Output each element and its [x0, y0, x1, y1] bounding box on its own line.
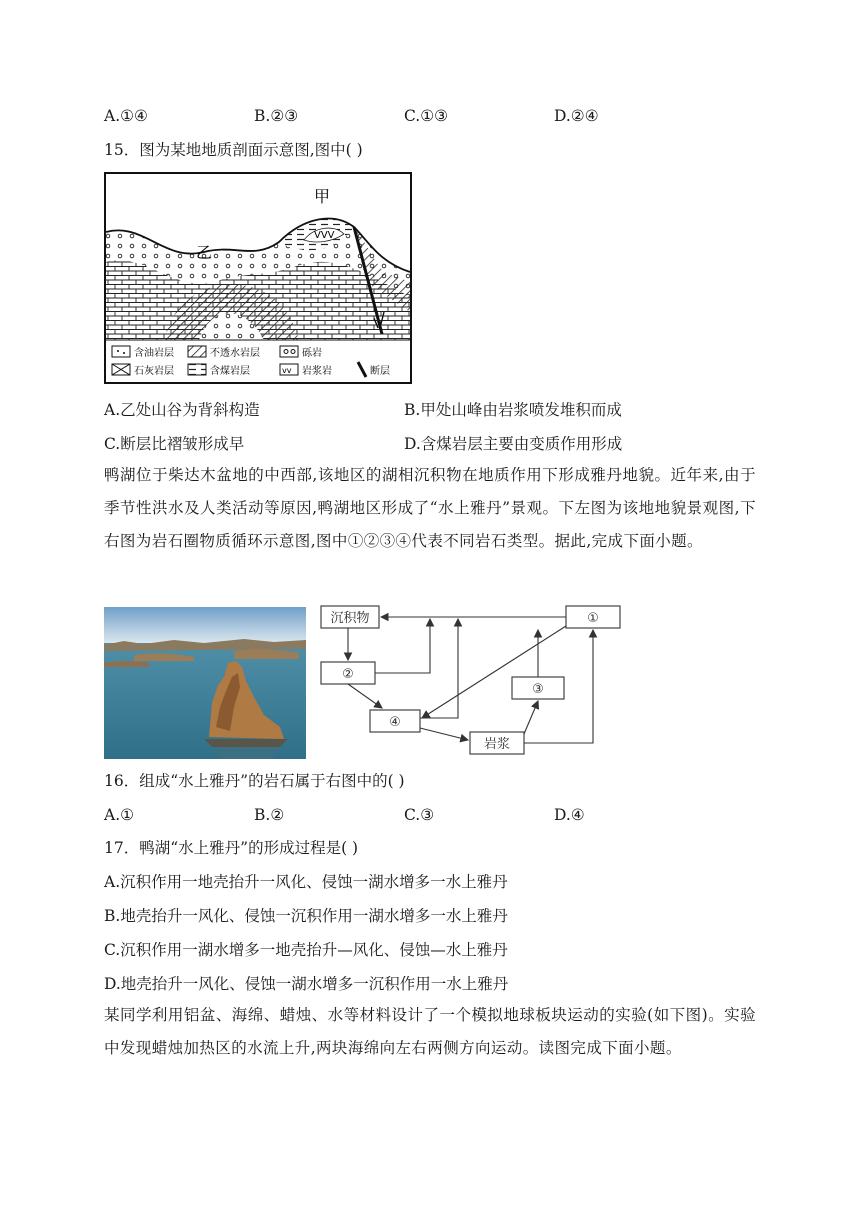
- q16-option-d: D.④: [554, 806, 585, 824]
- label-rock-3: ③: [532, 682, 544, 697]
- legend-conglomerate: 砾岩: [302, 348, 322, 359]
- q17-option-b: B.地壳抬升一风化、侵蚀一沉积作用一湖水增多一水上雅丹: [104, 907, 508, 925]
- option-a: A.①④: [104, 107, 148, 125]
- passage-yahu: 鸭湖位于柴达木盆地的中西部,该地区的湖相沉积物在地质作用下形成雅丹地貌。近年来,由于季节性洪水及人类活动等原因,鸭湖地区形成了“水上雅丹”景观。下左图为该地地貌景观图,下右图为岩石圈物质循环示意图,图中①②③④代表不同岩石类型。据此,完成下面小题。: [104, 466, 756, 550]
- q17-option-d: D.地壳抬升一风化、侵蚀一湖水增多一沉积作用一水上雅丹: [104, 975, 509, 993]
- q17-option-a: A.沉积作用一地壳抬升一风化、侵蚀一湖水增多一水上雅丹: [104, 873, 508, 891]
- legend-igneous: 岩浆岩: [302, 366, 332, 377]
- q16-option-b: B.②: [254, 806, 285, 824]
- yardang-photo: [104, 607, 306, 759]
- question-17-stem: 17．鸭湖“水上雅丹”的形成过程是( ): [104, 839, 359, 857]
- label-yi: 乙: [196, 243, 213, 262]
- label-jia: 甲: [314, 187, 331, 206]
- passage-experiment: 某同学利用铝盆、海绵、蜡烛、水等材料设计了一个模拟地球板块运动的实验(如下图)。实验中发现蜡烛加热区的水流上升,两块海绵向左右两侧方向运动。读图完成下面小题。: [104, 1006, 756, 1057]
- q16-option-a: A.①: [104, 806, 135, 824]
- q15-option-c: C.断层比褶皱形成早: [104, 435, 245, 453]
- q16-option-c: C.③: [404, 806, 435, 824]
- geologic-section-figure: [104, 172, 412, 384]
- legend-limestone: 石灰岩层: [134, 366, 174, 377]
- option-d: D.②④: [554, 107, 599, 125]
- rock-cycle-diagram: [318, 600, 628, 760]
- legend-impermeable: 不透水岩层: [210, 348, 260, 359]
- svg-text:vv: vv: [282, 366, 292, 375]
- label-rock-2: ②: [342, 667, 354, 682]
- q15-option-a: A.乙处山谷为背斜构造: [104, 401, 260, 419]
- legend-coal: 含煤岩层: [210, 366, 250, 377]
- question-16-stem: 16．组成“水上雅丹”的岩石属于右图中的( ): [104, 772, 405, 790]
- legend-oil: 含油岩层: [134, 348, 174, 359]
- option-b: B.②③: [254, 107, 299, 125]
- q15-option-d: D.含煤岩层主要由变质作用形成: [404, 435, 623, 453]
- legend-fault: 断层: [370, 366, 390, 377]
- label-rock-1: ①: [587, 611, 599, 626]
- option-c: C.①③: [404, 107, 449, 125]
- q17-option-c: C.沉积作用一湖水增多一地壳抬升—风化、侵蚀—水上雅丹: [104, 941, 508, 959]
- svg-text:VVV: VVV: [314, 230, 335, 241]
- question-15-stem: 15．图为某地地质剖面示意图,图中( ): [104, 141, 363, 159]
- label-magma: 岩浆: [483, 737, 511, 752]
- label-sediment: 沉积物: [330, 611, 370, 626]
- label-rock-4: ④: [389, 715, 401, 730]
- q15-option-b: B.甲处山峰由岩浆喷发堆积而成: [404, 401, 622, 419]
